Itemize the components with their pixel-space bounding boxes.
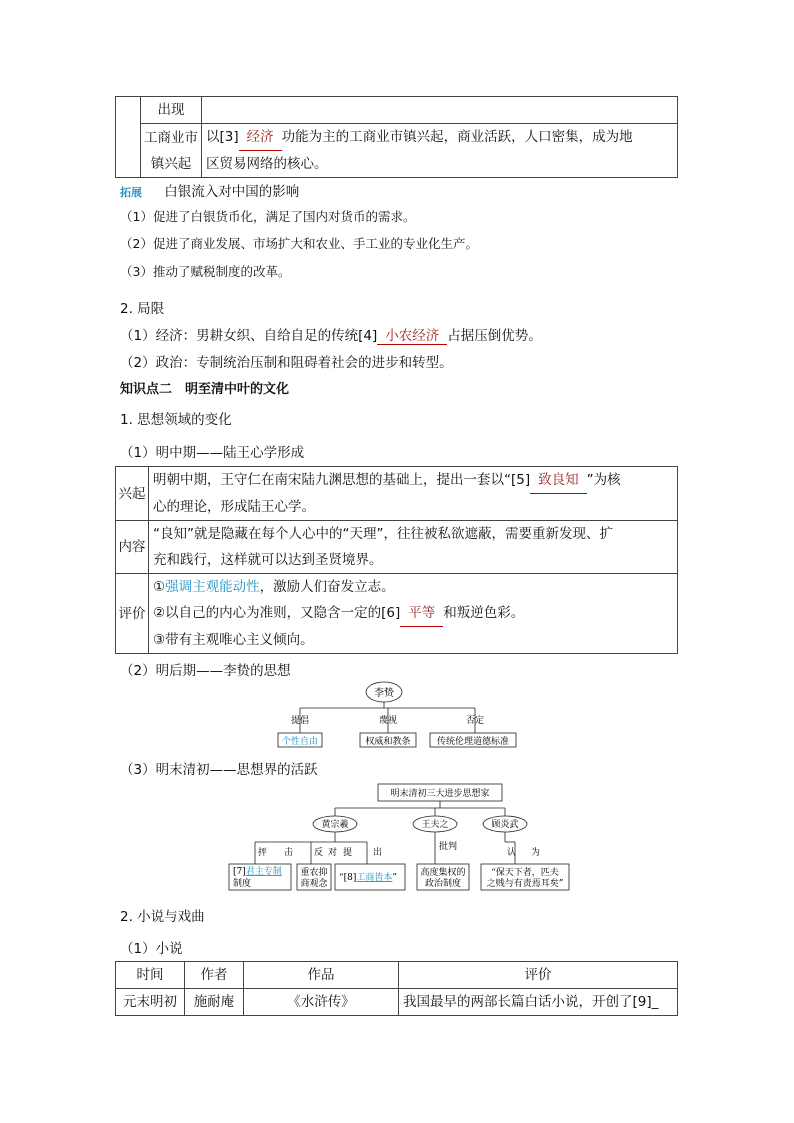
- edge-label: 击: [284, 848, 294, 858]
- edge-label: 提倡: [290, 716, 310, 726]
- label-content: 内容: [116, 521, 149, 574]
- towns-content: [202, 124, 678, 178]
- thinkers-diagram: [225, 778, 585, 896]
- col-header: 作者: [185, 962, 244, 989]
- label-eval: 评价: [116, 574, 149, 654]
- expand-item: （1）促进了白银货币化，满足了国内对货币的需求。: [120, 209, 416, 224]
- fill-blank-8: 工商皆本: [356, 873, 393, 883]
- limit-economy: （1）经济：男耕女织、自给自足的传统[4] 小农经济 占据压倒优势。: [120, 324, 542, 345]
- col-header: 时间: [116, 962, 185, 989]
- section-title: 知识点二 明至清中叶的文化: [120, 382, 290, 397]
- name-label: 王夫之: [421, 820, 449, 830]
- fill-blank-6: 平等: [400, 600, 443, 627]
- svg-text:“[8]工商皆本”: “[8]工商皆本”: [339, 873, 397, 883]
- expand-item: （3）推动了赋税制度的改革。: [120, 264, 291, 279]
- edge-label: 提: [343, 848, 353, 858]
- label-emerge: 出现: [141, 97, 202, 124]
- lizhi-diagram: [270, 680, 530, 750]
- box-label: “保天下者，匹夫: [491, 868, 559, 878]
- edge-label: 反: [314, 848, 324, 858]
- table-cell: 施耐庵: [185, 989, 244, 1016]
- box-label: 权威和教条: [365, 737, 411, 747]
- name-label: 黄宗羲: [321, 820, 349, 830]
- expand-tag: 拓展: [120, 186, 142, 199]
- label-towns-a: 工商业市: [144, 129, 198, 146]
- subheading: （1）明中期——陆王心学形成: [120, 445, 305, 461]
- text: 充和践行，这样就可以达到圣贤境界。: [153, 552, 383, 568]
- edge-label: 认: [507, 848, 517, 858]
- label-towns: [141, 124, 202, 178]
- table-cell: 我国最早的两部长篇白话小说，开创了[9]_: [399, 989, 678, 1016]
- box-label: 制度: [233, 879, 252, 889]
- blank-cell: [116, 97, 141, 178]
- box-label: 政治制度: [424, 879, 462, 889]
- eval-cell: ①强调主观能动性，激励人们奋发立志。 ②以自己的内心为准则，又隐含一定的[6] 平等 和叛逆色彩。 ③带有主观唯心主义倾向。: [149, 574, 678, 654]
- edge-label: 蔑视: [378, 716, 398, 726]
- box-label: 高度集权的: [420, 868, 466, 878]
- edge-label: 抨: [258, 848, 268, 858]
- edge-label: 为: [531, 848, 541, 858]
- text: 功能为主的工商业市镇兴起，商业活跃，人口密集，成为地: [281, 129, 633, 145]
- subheading: 2. 小说与戏曲: [120, 909, 205, 925]
- text: “良知”就是隐藏在每个人心中的“天理”，往往被私欲遮蔽，需要重新发现、扩: [153, 526, 613, 542]
- box-label: 个性自由: [281, 737, 319, 747]
- empty-cell: [202, 97, 678, 124]
- blue-text: 强调主观能动性: [165, 579, 260, 595]
- box-label: 重农抑: [300, 868, 328, 878]
- subheading: （3）明末清初——思想界的活跃: [120, 762, 318, 778]
- table-cell: 元末明初: [116, 989, 185, 1016]
- text: 以[3]: [206, 129, 239, 145]
- content-cell: [149, 521, 678, 574]
- box-label: 之贱与有责焉耳矣”: [486, 879, 564, 889]
- box-label: 传统伦理道德标准: [436, 737, 510, 747]
- edge-label: 否定: [465, 716, 485, 726]
- top-table: [115, 96, 678, 178]
- table-cell: 《水浒传》: [244, 989, 399, 1016]
- edge-label: 出: [373, 848, 383, 858]
- expand-item: （2）促进了商业发展、市场扩大和农业、手工业的专业化生产。: [120, 236, 478, 251]
- mind-table: [115, 466, 678, 654]
- expand-heading: [120, 180, 299, 200]
- fill-blank-3: 经济: [239, 124, 282, 151]
- subheading: （1）小说: [120, 941, 183, 957]
- fill-blank-4: 小农经济: [377, 324, 447, 345]
- novel-table: [115, 961, 678, 1016]
- fill-blank-5: 致良知: [530, 467, 587, 494]
- root-label: 明末清初三大进步思想家: [390, 789, 490, 799]
- label-rise: 兴起: [116, 467, 149, 521]
- svg-text:[7]君主专制: [7]君主专制: [233, 867, 282, 877]
- text: ③带有主观唯心主义倾向。: [153, 632, 314, 648]
- box-label: 商观念: [300, 879, 328, 889]
- text: 区贸易网络的核心。: [206, 156, 328, 172]
- subheading: （2）明后期——李贽的思想: [120, 663, 291, 679]
- edge-label: 对: [328, 848, 338, 858]
- subheading: 1. 思想领域的变化: [120, 412, 232, 428]
- expand-title: 白银流入对中国的影响: [164, 184, 300, 200]
- text: 心的理论，形成陆王心学。: [153, 499, 315, 515]
- col-header: 作品: [244, 962, 399, 989]
- limit-heading: 2. 局限: [120, 301, 165, 317]
- col-header: 评价: [399, 962, 678, 989]
- name-label: 顾炎武: [491, 820, 519, 830]
- limit-politics: （2）政治：专制统治压制和阻碍着社会的进步和转型。: [120, 355, 453, 371]
- fill-blank-7: 君主专制: [245, 867, 282, 877]
- label-towns-b: 镇兴起: [150, 155, 192, 172]
- root-label: 李贽: [374, 688, 394, 699]
- edge-label: 批判: [439, 842, 458, 852]
- rise-content: 明朝中期，王守仁在南宋陆九渊思想的基础上，提出一套以“[5] 致良知 ”为核 心的理论，形成陆王心学。: [149, 467, 678, 521]
